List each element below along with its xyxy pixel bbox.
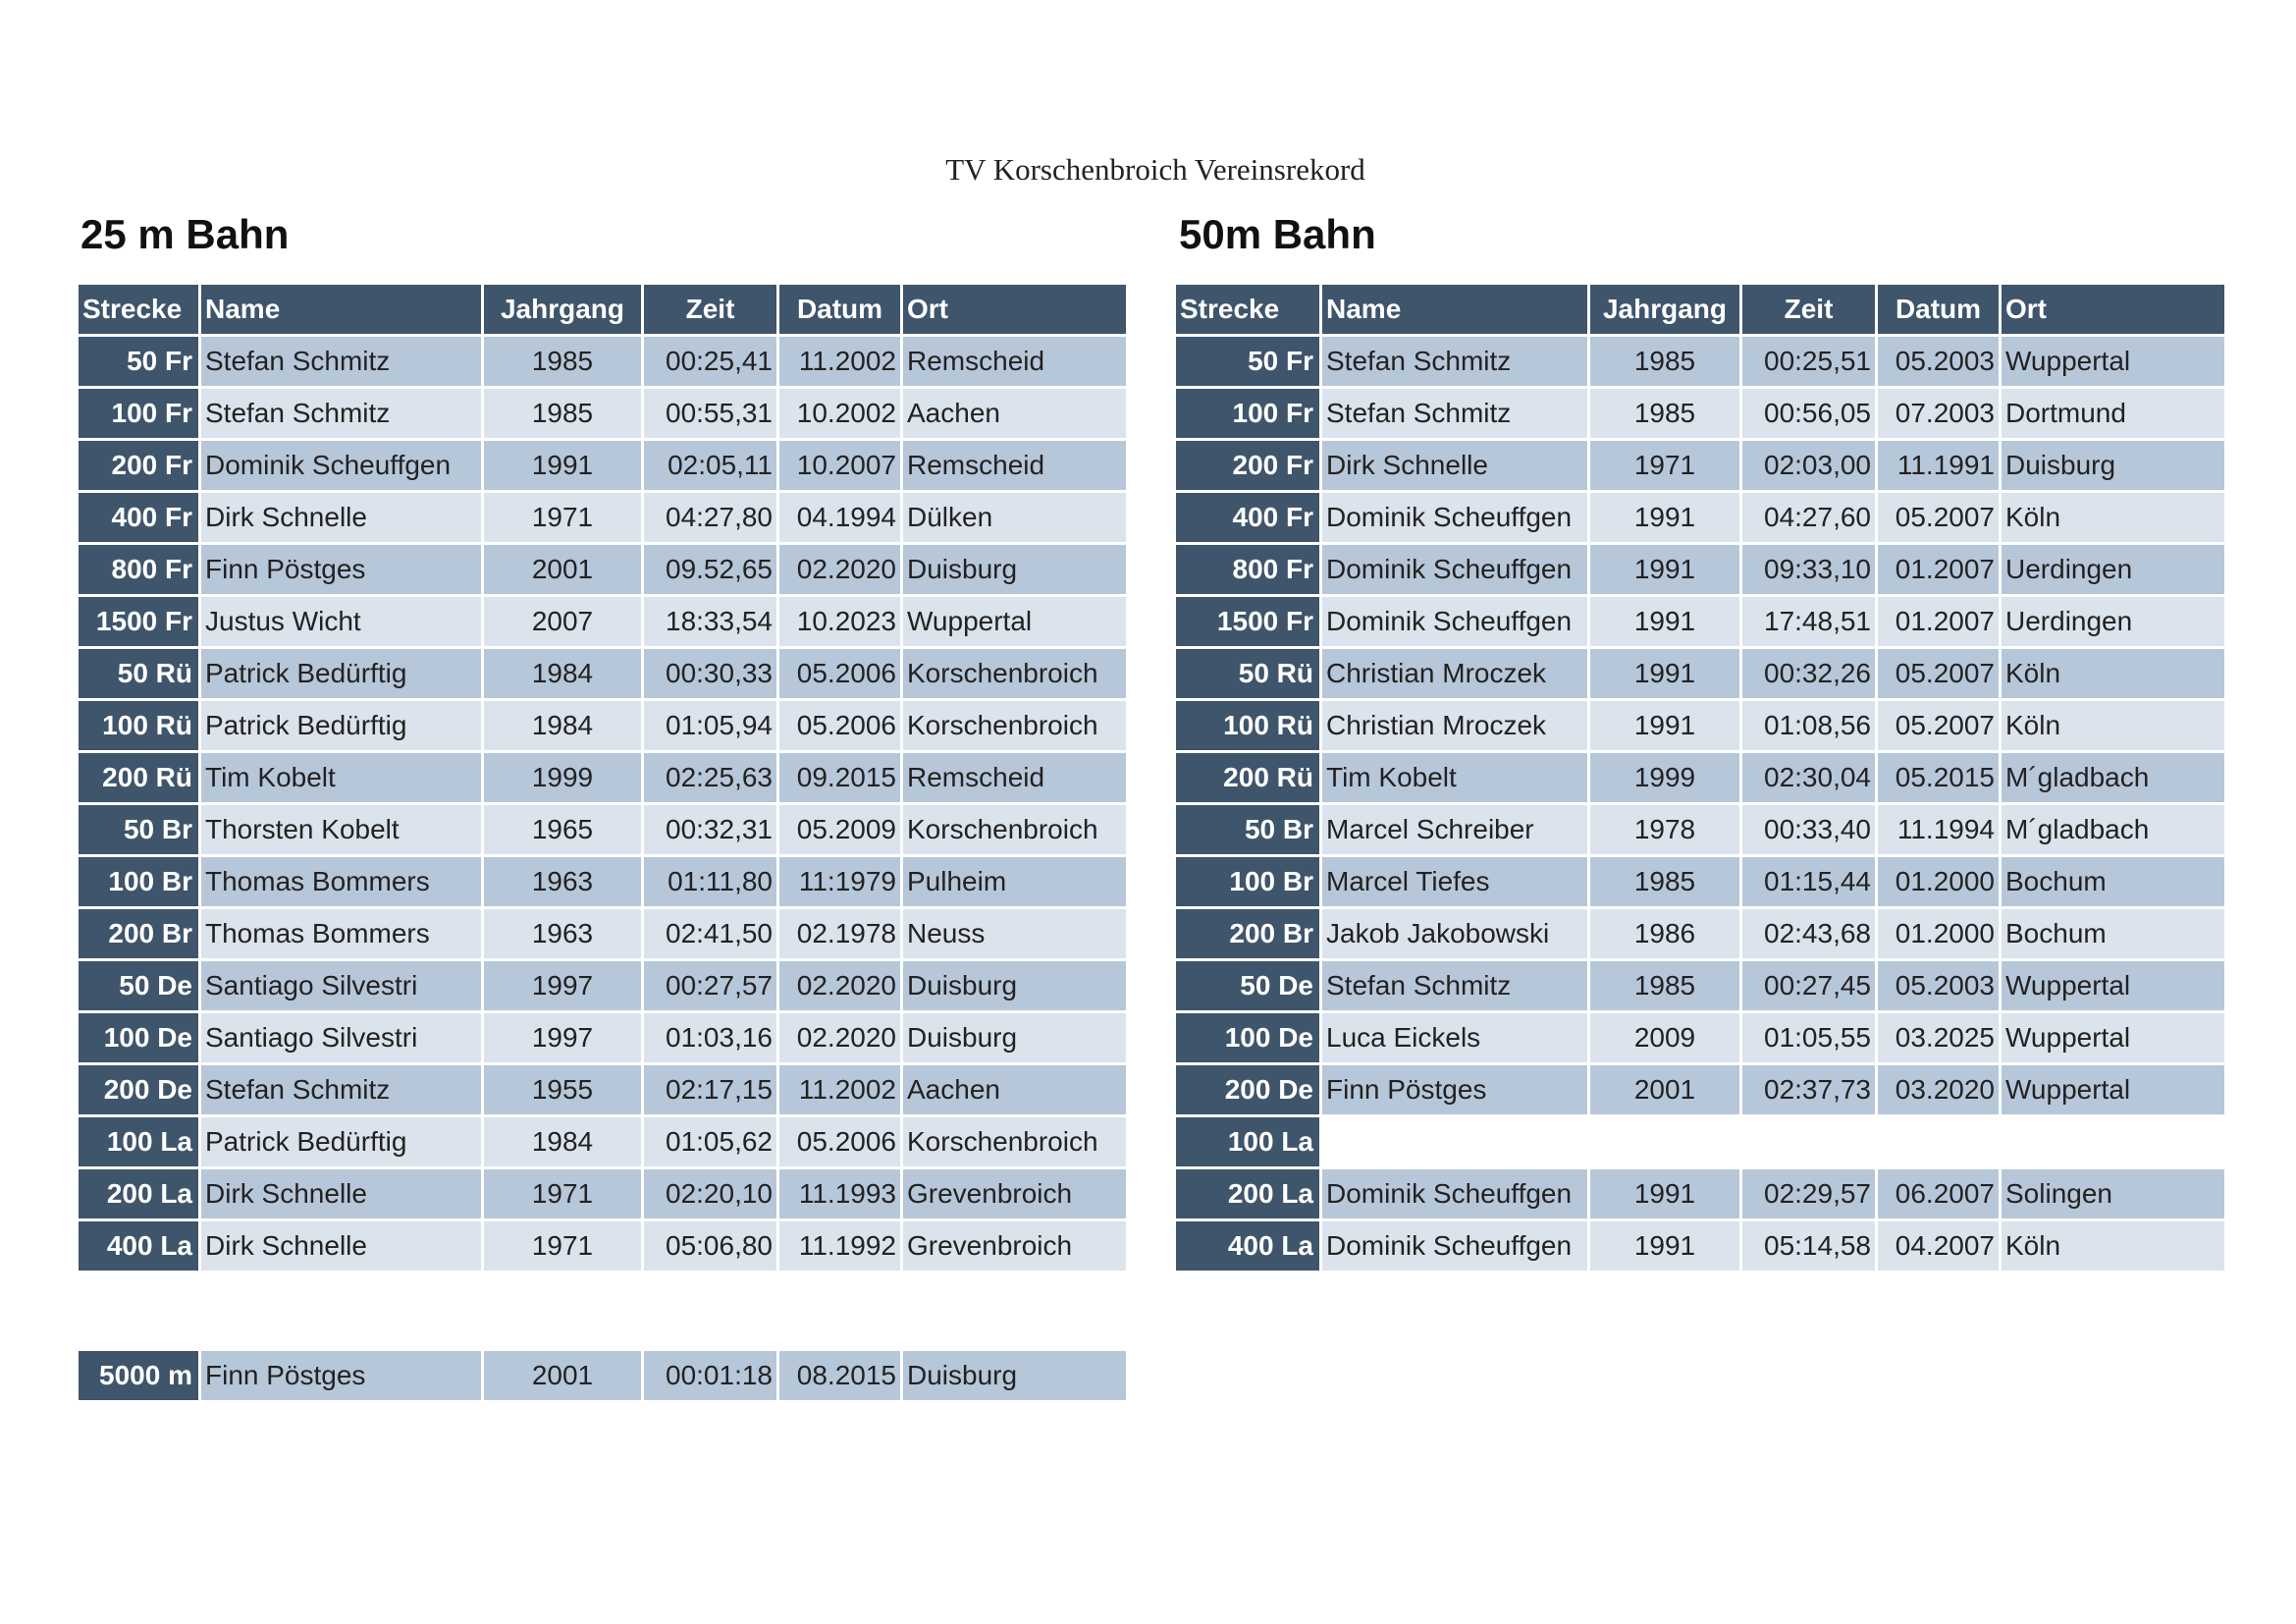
- cell-strecke: 100 De: [1176, 1013, 1319, 1062]
- cell-ort: Remscheid: [903, 337, 1126, 386]
- cell-name: Thorsten Kobelt: [201, 805, 481, 854]
- cell-zeit: 02:25,63: [644, 753, 776, 802]
- cell-name: Santiago Silvestri: [201, 1013, 481, 1062]
- cell-zeit: 02:03,00: [1742, 441, 1875, 490]
- table-row: [79, 1013, 1126, 1062]
- cell-ort: Duisburg: [903, 1351, 1126, 1400]
- cell-ort: Aachen: [903, 1065, 1126, 1114]
- cell-zeit: 02:17,15: [644, 1065, 776, 1114]
- header-ort: Ort: [2002, 285, 2224, 334]
- cell-zeit: 00:32,26: [1742, 649, 1875, 698]
- table-row: [79, 1117, 1126, 1166]
- table-row: [1176, 1221, 2224, 1271]
- cell-name: Dominik Scheuffgen: [201, 441, 481, 490]
- cell-name: Tim Kobelt: [1322, 753, 1587, 802]
- cell-jahrgang: 1955: [484, 1065, 641, 1114]
- cell-zeit: 02:29,57: [1742, 1169, 1875, 1218]
- cell-ort: Uerdingen: [2002, 545, 2224, 594]
- cell-datum: 11.1994: [1878, 805, 1999, 854]
- cell-datum: 02.1978: [779, 909, 900, 958]
- cell-ort: M´gladbach: [2002, 805, 2224, 854]
- cell-zeit: 05:06,80: [644, 1221, 776, 1271]
- table-row: [1176, 701, 2224, 750]
- cell-jahrgang: 2001: [484, 545, 641, 594]
- cell-datum: [1878, 1117, 1999, 1166]
- cell-name: Stefan Schmitz: [1322, 337, 1587, 386]
- cell-jahrgang: 1965: [484, 805, 641, 854]
- header-datum: Datum: [1878, 285, 1999, 334]
- cell-ort: Köln: [2002, 1221, 2224, 1271]
- cell-strecke: 200 La: [1176, 1169, 1319, 1218]
- table-row: [79, 545, 1126, 594]
- cell-name: Dominik Scheuffgen: [1322, 1169, 1587, 1218]
- cell-datum: 02.2020: [779, 961, 900, 1010]
- cell-jahrgang: 2001: [484, 1351, 641, 1400]
- cell-zeit: 02:30,04: [1742, 753, 1875, 802]
- cell-datum: 06.2007: [1878, 1169, 1999, 1218]
- table-row: [1176, 389, 2224, 438]
- cell-ort: Köln: [2002, 493, 2224, 542]
- header-jahrgang: Jahrgang: [484, 285, 641, 334]
- cell-jahrgang: 2009: [1590, 1013, 1739, 1062]
- cell-strecke: 50 Fr: [1176, 337, 1319, 386]
- cell-zeit: 04:27,60: [1742, 493, 1875, 542]
- cell-datum: 05.2007: [1878, 649, 1999, 698]
- cell-jahrgang: 1991: [1590, 597, 1739, 646]
- cell-name: Marcel Schreiber: [1322, 805, 1587, 854]
- cell-jahrgang: 1991: [1590, 545, 1739, 594]
- cell-strecke: 100 Rü: [1176, 701, 1319, 750]
- cell-jahrgang: 1963: [484, 909, 641, 958]
- cell-ort: Duisburg: [903, 961, 1126, 1010]
- cell-datum: 02.2020: [779, 1013, 900, 1062]
- cell-strecke: 50 Br: [1176, 805, 1319, 854]
- cell-name: Luca Eickels: [1322, 1013, 1587, 1062]
- cell-zeit: 01:05,94: [644, 701, 776, 750]
- cell-strecke: 200 Rü: [79, 753, 198, 802]
- table-row: [1176, 597, 2224, 646]
- cell-name: Jakob Jakobowski: [1322, 909, 1587, 958]
- cell-datum: 05.2007: [1878, 701, 1999, 750]
- cell-datum: 09.2015: [779, 753, 900, 802]
- cell-zeit: 00:30,33: [644, 649, 776, 698]
- cell-name: Marcel Tiefes: [1322, 857, 1587, 906]
- cell-datum: 05.2009: [779, 805, 900, 854]
- table-row: [79, 389, 1126, 438]
- cell-zeit: 02:05,11: [644, 441, 776, 490]
- cell-ort: Wuppertal: [903, 597, 1126, 646]
- cell-zeit: 00:27,57: [644, 961, 776, 1010]
- table-row: [79, 597, 1126, 646]
- cell-name: Tim Kobelt: [201, 753, 481, 802]
- cell-datum: 05.2015: [1878, 753, 1999, 802]
- cell-strecke: 100 De: [79, 1013, 198, 1062]
- cell-jahrgang: [1590, 1117, 1739, 1166]
- cell-zeit: 01:05,55: [1742, 1013, 1875, 1062]
- cell-jahrgang: 1978: [1590, 805, 1739, 854]
- cell-name: Stefan Schmitz: [201, 337, 481, 386]
- cell-name: Christian Mroczek: [1322, 701, 1587, 750]
- cell-jahrgang: 1991: [1590, 701, 1739, 750]
- cell-strecke: 200 Rü: [1176, 753, 1319, 802]
- cell-ort: Dortmund: [2002, 389, 2224, 438]
- cell-zeit: 00:25,51: [1742, 337, 1875, 386]
- cell-strecke: 50 Rü: [79, 649, 198, 698]
- cell-strecke: 200 De: [1176, 1065, 1319, 1114]
- cell-zeit: [1742, 1117, 1875, 1166]
- cell-strecke: 800 Fr: [79, 545, 198, 594]
- cell-zeit: 00:33,40: [1742, 805, 1875, 854]
- cell-datum: 11.1991: [1878, 441, 1999, 490]
- cell-zeit: 00:25,41: [644, 337, 776, 386]
- cell-strecke: 50 Fr: [79, 337, 198, 386]
- cell-ort: Korschenbroich: [903, 701, 1126, 750]
- cell-ort: Köln: [2002, 649, 2224, 698]
- cell-jahrgang: 1984: [484, 649, 641, 698]
- cell-ort: Uerdingen: [2002, 597, 2224, 646]
- cell-name: Stefan Schmitz: [1322, 389, 1587, 438]
- cell-jahrgang: 1985: [1590, 389, 1739, 438]
- cell-strecke: 100 La: [79, 1117, 198, 1166]
- header-name: Name: [1322, 285, 1587, 334]
- table-header-row: [79, 285, 1126, 334]
- cell-strecke: 100 La: [1176, 1117, 1319, 1166]
- cell-ort: M´gladbach: [2002, 753, 2224, 802]
- section-title-25m: 25 m Bahn: [80, 211, 290, 257]
- cell-jahrgang: 1999: [484, 753, 641, 802]
- cell-ort: Grevenbroich: [903, 1221, 1126, 1271]
- cell-name: Stefan Schmitz: [201, 389, 481, 438]
- cell-name: Dirk Schnelle: [201, 1169, 481, 1218]
- table-row: [79, 337, 1126, 386]
- cell-datum: 11:1979: [779, 857, 900, 906]
- records-table-25m: [76, 282, 1129, 1273]
- table-row: [79, 1169, 1126, 1218]
- cell-zeit: 17:48,51: [1742, 597, 1875, 646]
- header-ort: Ort: [903, 285, 1126, 334]
- cell-strecke: 400 La: [79, 1221, 198, 1271]
- table-row: [1176, 441, 2224, 490]
- cell-zeit: 18:33,54: [644, 597, 776, 646]
- cell-strecke: 100 Rü: [79, 701, 198, 750]
- cell-ort: Korschenbroich: [903, 1117, 1126, 1166]
- cell-strecke: 5000 m: [79, 1351, 198, 1400]
- cell-datum: 01.2007: [1878, 597, 1999, 646]
- table-row: [1176, 1013, 2224, 1062]
- cell-jahrgang: 2001: [1590, 1065, 1739, 1114]
- cell-datum: 10.2007: [779, 441, 900, 490]
- cell-strecke: 200 Br: [79, 909, 198, 958]
- cell-name: Dirk Schnelle: [201, 1221, 481, 1271]
- cell-ort: Wuppertal: [2002, 1065, 2224, 1114]
- cell-datum: 10.2023: [779, 597, 900, 646]
- table-row: [1176, 493, 2224, 542]
- cell-strecke: 200 Fr: [79, 441, 198, 490]
- cell-datum: 01.2007: [1878, 545, 1999, 594]
- cell-ort: Remscheid: [903, 441, 1126, 490]
- table-row: [1176, 805, 2224, 854]
- cell-datum: 05.2006: [779, 1117, 900, 1166]
- cell-zeit: 00:56,05: [1742, 389, 1875, 438]
- cell-ort: [2002, 1117, 2224, 1166]
- cell-strecke: 200 La: [79, 1169, 198, 1218]
- cell-name: Patrick Bedürftig: [201, 649, 481, 698]
- cell-name: Stefan Schmitz: [1322, 961, 1587, 1010]
- cell-jahrgang: 1971: [484, 1221, 641, 1271]
- cell-datum: 01.2000: [1878, 909, 1999, 958]
- table-row: [79, 493, 1126, 542]
- cell-strecke: 100 Fr: [79, 389, 198, 438]
- cell-ort: Korschenbroich: [903, 805, 1126, 854]
- cell-name: Finn Pöstges: [201, 545, 481, 594]
- cell-datum: 05.2003: [1878, 337, 1999, 386]
- table-row: [79, 857, 1126, 906]
- table-row: [79, 1351, 1126, 1400]
- cell-jahrgang: 1985: [484, 389, 641, 438]
- cell-datum: 07.2003: [1878, 389, 1999, 438]
- cell-jahrgang: 1984: [484, 1117, 641, 1166]
- cell-jahrgang: 1963: [484, 857, 641, 906]
- cell-zeit: 00:01:18: [644, 1351, 776, 1400]
- cell-ort: Neuss: [903, 909, 1126, 958]
- cell-strecke: 100 Fr: [1176, 389, 1319, 438]
- cell-strecke: 400 Fr: [79, 493, 198, 542]
- cell-ort: Wuppertal: [2002, 961, 2224, 1010]
- cell-jahrgang: 1991: [484, 441, 641, 490]
- table-row: [1176, 1065, 2224, 1114]
- table-row: [79, 909, 1126, 958]
- cell-jahrgang: 1984: [484, 701, 641, 750]
- cell-name: Christian Mroczek: [1322, 649, 1587, 698]
- cell-datum: 08.2015: [779, 1351, 900, 1400]
- cell-zeit: 00:27,45: [1742, 961, 1875, 1010]
- cell-ort: Bochum: [2002, 857, 2224, 906]
- cell-name: Stefan Schmitz: [201, 1065, 481, 1114]
- cell-ort: Aachen: [903, 389, 1126, 438]
- cell-datum: 04.1994: [779, 493, 900, 542]
- cell-datum: 04.2007: [1878, 1221, 1999, 1271]
- table-row: [79, 805, 1126, 854]
- header-strecke: Strecke: [1176, 285, 1319, 334]
- cell-ort: Bochum: [2002, 909, 2224, 958]
- cell-ort: Duisburg: [903, 545, 1126, 594]
- table-header-row: [1176, 285, 2224, 334]
- records-table-25m-extra: [76, 1348, 1129, 1403]
- cell-datum: 05.2006: [779, 649, 900, 698]
- cell-name: Dominik Scheuffgen: [1322, 545, 1587, 594]
- cell-datum: 03.2020: [1878, 1065, 1999, 1114]
- cell-name: Finn Pöstges: [201, 1351, 481, 1400]
- cell-ort: Pulheim: [903, 857, 1126, 906]
- cell-name: Justus Wicht: [201, 597, 481, 646]
- cell-zeit: 05:14,58: [1742, 1221, 1875, 1271]
- cell-datum: 05.2003: [1878, 961, 1999, 1010]
- header-name: Name: [201, 285, 481, 334]
- cell-name: [1322, 1117, 1587, 1166]
- cell-name: Dominik Scheuffgen: [1322, 493, 1587, 542]
- cell-zeit: 09.52,65: [644, 545, 776, 594]
- table-row: [1176, 753, 2224, 802]
- cell-name: Thomas Bommers: [201, 909, 481, 958]
- cell-strecke: 50 De: [79, 961, 198, 1010]
- header-datum: Datum: [779, 285, 900, 334]
- cell-zeit: 00:55,31: [644, 389, 776, 438]
- cell-ort: Korschenbroich: [903, 649, 1126, 698]
- cell-zeit: 01:11,80: [644, 857, 776, 906]
- cell-zeit: 09:33,10: [1742, 545, 1875, 594]
- cell-ort: Köln: [2002, 701, 2224, 750]
- cell-ort: Dülken: [903, 493, 1126, 542]
- cell-strecke: 200 De: [79, 1065, 198, 1114]
- header-strecke: Strecke: [79, 285, 198, 334]
- cell-strecke: 400 Fr: [1176, 493, 1319, 542]
- table-row: [1176, 337, 2224, 386]
- cell-name: Patrick Bedürftig: [201, 701, 481, 750]
- cell-name: Dominik Scheuffgen: [1322, 597, 1587, 646]
- table-row: [1176, 1169, 2224, 1218]
- table-row: [79, 753, 1126, 802]
- cell-strecke: 50 Br: [79, 805, 198, 854]
- cell-jahrgang: 1971: [1590, 441, 1739, 490]
- cell-ort: Wuppertal: [2002, 1013, 2224, 1062]
- cell-jahrgang: 1997: [484, 1013, 641, 1062]
- cell-strecke: 50 De: [1176, 961, 1319, 1010]
- cell-ort: Wuppertal: [2002, 337, 2224, 386]
- header-zeit: Zeit: [1742, 285, 1875, 334]
- cell-zeit: 01:08,56: [1742, 701, 1875, 750]
- header-jahrgang: Jahrgang: [1590, 285, 1739, 334]
- cell-datum: 05.2006: [779, 701, 900, 750]
- table-row: [1176, 857, 2224, 906]
- table-row: [1176, 545, 2224, 594]
- cell-zeit: 01:03,16: [644, 1013, 776, 1062]
- cell-jahrgang: 1985: [1590, 337, 1739, 386]
- table-row: [79, 961, 1126, 1010]
- cell-name: Patrick Bedürftig: [201, 1117, 481, 1166]
- cell-zeit: 02:43,68: [1742, 909, 1875, 958]
- cell-strecke: 1500 Fr: [1176, 597, 1319, 646]
- cell-ort: Duisburg: [903, 1013, 1126, 1062]
- cell-zeit: 04:27,80: [644, 493, 776, 542]
- cell-jahrgang: 1999: [1590, 753, 1739, 802]
- records-table-50m: [1173, 282, 2227, 1273]
- table-row: [1176, 649, 2224, 698]
- document-title: TV Korschenbroich Vereinsrekord: [945, 152, 1365, 187]
- table-row: [79, 1065, 1126, 1114]
- cell-jahrgang: 1985: [1590, 857, 1739, 906]
- cell-strecke: 200 Fr: [1176, 441, 1319, 490]
- cell-ort: Grevenbroich: [903, 1169, 1126, 1218]
- cell-jahrgang: 1985: [1590, 961, 1739, 1010]
- cell-jahrgang: 1986: [1590, 909, 1739, 958]
- cell-jahrgang: 1991: [1590, 493, 1739, 542]
- cell-datum: 11.1993: [779, 1169, 900, 1218]
- cell-ort: Duisburg: [2002, 441, 2224, 490]
- cell-datum: 11.2002: [779, 337, 900, 386]
- cell-jahrgang: 1997: [484, 961, 641, 1010]
- cell-jahrgang: 1991: [1590, 649, 1739, 698]
- cell-jahrgang: 2007: [484, 597, 641, 646]
- table-row: [79, 701, 1126, 750]
- cell-jahrgang: 1991: [1590, 1169, 1739, 1218]
- table-row: [1176, 1117, 2224, 1166]
- cell-strecke: 100 Br: [1176, 857, 1319, 906]
- cell-name: Dominik Scheuffgen: [1322, 1221, 1587, 1271]
- cell-zeit: 02:37,73: [1742, 1065, 1875, 1114]
- cell-jahrgang: 1971: [484, 493, 641, 542]
- cell-name: Dirk Schnelle: [201, 493, 481, 542]
- cell-jahrgang: 1971: [484, 1169, 641, 1218]
- cell-strecke: 1500 Fr: [79, 597, 198, 646]
- cell-name: Thomas Bommers: [201, 857, 481, 906]
- cell-zeit: 00:32,31: [644, 805, 776, 854]
- cell-zeit: 02:20,10: [644, 1169, 776, 1218]
- cell-name: Santiago Silvestri: [201, 961, 481, 1010]
- cell-strecke: 100 Br: [79, 857, 198, 906]
- cell-zeit: 02:41,50: [644, 909, 776, 958]
- cell-datum: 02.2020: [779, 545, 900, 594]
- table-row: [79, 1221, 1126, 1271]
- cell-datum: 11.1992: [779, 1221, 900, 1271]
- cell-datum: 01.2000: [1878, 857, 1999, 906]
- cell-datum: 10.2002: [779, 389, 900, 438]
- cell-name: Finn Pöstges: [1322, 1065, 1587, 1114]
- cell-jahrgang: 1985: [484, 337, 641, 386]
- table-row: [1176, 909, 2224, 958]
- header-zeit: Zeit: [644, 285, 776, 334]
- cell-name: Dirk Schnelle: [1322, 441, 1587, 490]
- cell-datum: 11.2002: [779, 1065, 900, 1114]
- cell-strecke: 200 Br: [1176, 909, 1319, 958]
- cell-zeit: 01:15,44: [1742, 857, 1875, 906]
- cell-datum: 05.2007: [1878, 493, 1999, 542]
- cell-jahrgang: 1991: [1590, 1221, 1739, 1271]
- section-title-50m: 50m Bahn: [1179, 211, 1376, 257]
- table-row: [1176, 961, 2224, 1010]
- cell-datum: 03.2025: [1878, 1013, 1999, 1062]
- cell-strecke: 800 Fr: [1176, 545, 1319, 594]
- cell-strecke: 50 Rü: [1176, 649, 1319, 698]
- cell-strecke: 400 La: [1176, 1221, 1319, 1271]
- cell-ort: Remscheid: [903, 753, 1126, 802]
- table-row: [79, 649, 1126, 698]
- table-row: [79, 441, 1126, 490]
- cell-ort: Solingen: [2002, 1169, 2224, 1218]
- cell-zeit: 01:05,62: [644, 1117, 776, 1166]
